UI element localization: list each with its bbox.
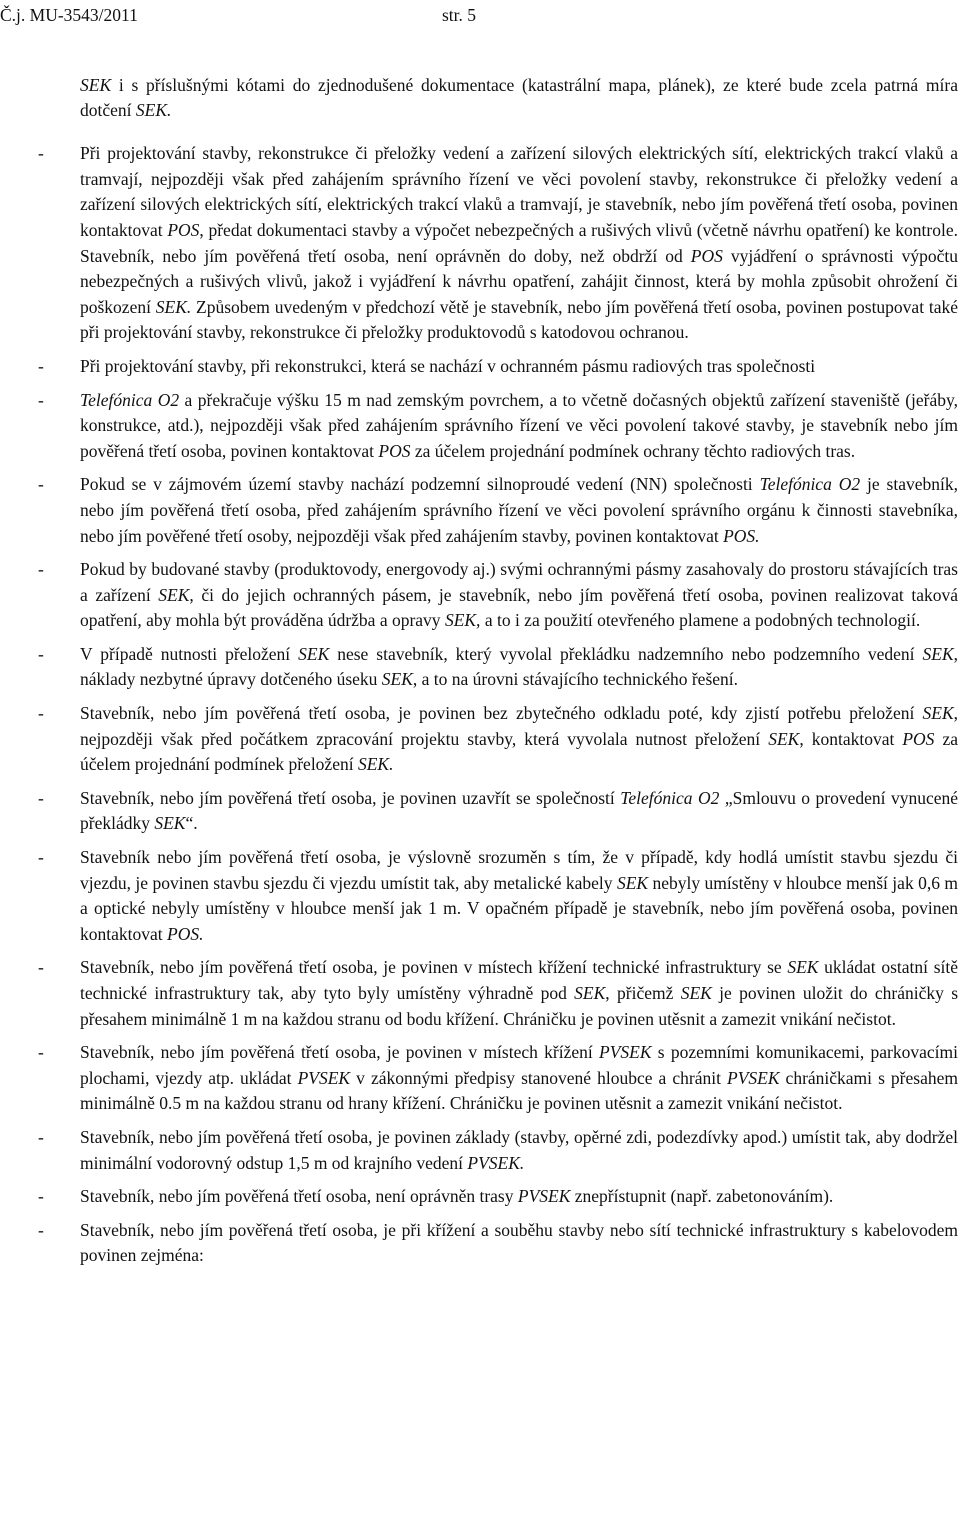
text-run: Způsobem uvedeným v předchozí větě je stavebník, nebo jím pověřená třetí osoba, povinen postupovat také při projektování stavby, rekonstrukce či přeložky produktovodů s katodovou ochranou. — [80, 296, 958, 343]
bullet-dash: - — [38, 787, 44, 808]
text-run: v zákonnými předpisy stanovené hloubce a chránit — [350, 1067, 727, 1088]
list-item-text — [80, 1184, 958, 1210]
text-run: SEK — [922, 703, 954, 724]
text-run: SEK, — [444, 610, 481, 631]
list-item — [38, 1218, 958, 1269]
text-run: PVSEK. — [467, 1152, 525, 1173]
text-run: i s příslušnými kótami do zjednodušené dokumentace (katastrální mapa, plánek), ze které bude zcela patrná míra dotčení — [80, 74, 958, 121]
text-run: SEK. — [155, 296, 192, 317]
text-run: , či do jejich ochranných pásem, je stavebník, nebo jím pověřená třetí osoba, povinen realizovat taková opatření, aby mohla být prováděna údržba a opravy — [80, 584, 958, 631]
list-item — [38, 786, 958, 837]
text-run: Stavebník, nebo jím pověřená třetí osoba, je povinen základy (stavby, opěrné zdi, podezdívky apod.) umístit tak, aby dodržel minimální vodorovný odstup 1,5 m od krajního vedení — [80, 1126, 958, 1173]
list-item — [38, 845, 958, 947]
bullet-dash: - — [38, 643, 44, 664]
bullet-dash: - — [38, 389, 44, 410]
text-run: SEK — [80, 74, 112, 95]
text-run: je povinen uložit do chráničky s přesahem minimálně 1 m na každou stranu od bodu křížení. Chráničku je povinen utěsnit a zamezit vnikání nečistot. — [80, 983, 958, 1029]
text-run: Stavebník, nebo jím pověřená třetí osoba, je povinen v místech křížení — [80, 1042, 600, 1063]
text-run: SEK — [154, 813, 186, 834]
text-run: SEK — [574, 983, 606, 1003]
text-run: je stavebník, nebo jím pověřená třetí osoba, před zahájením správního řízení ve věci povolení správního orgánu k činnosti stavebníka, nebo jím pověřené třetí osoby, nejpozději však před zahájením stavby, povinen kontaktovat — [80, 474, 958, 546]
document-reference: Č.j. MU-3543/2011 — [0, 5, 138, 25]
list-item-text — [80, 1125, 958, 1176]
list-item-text — [80, 845, 958, 947]
text-run: PVSEK — [517, 1186, 571, 1207]
list-item-text — [80, 354, 958, 380]
text-run: Telefónica O2 — [80, 389, 180, 410]
list-item-text — [80, 388, 958, 465]
text-run: nebyly umístěny v hloubce menší jak 0,6 m a optické nebyly umístěny v hloubce menší jak 1 m. V opačném případě je stavebník, nebo jím pověřená osoba, povinen kontaktovat — [80, 872, 959, 944]
continuation-paragraph — [38, 73, 958, 124]
text-run: znepřístupnit (např. zabetonováním). — [570, 1186, 834, 1207]
list-item — [38, 642, 958, 693]
text-run: POS — [690, 245, 723, 266]
text-run: SEK — [922, 643, 954, 664]
text-run: chráničkami s přesahem minimálně 0.5 m na každou stranu od hrany křížení. Chráničku je povinen utěsnit a zamezit vnikání nečistot. — [80, 1067, 958, 1114]
text-run: za účelem projednání podmínek ochrany těchto radiových tras. — [410, 440, 856, 461]
list-item — [38, 557, 958, 634]
text-run: Pokud by budované stavby (produktovody, energovody aj.) svými ochrannými pásmy zasahovaly do prostoru stávajících tras a zařízení — [80, 559, 958, 605]
text-run: , a to na úrovni stávajícího technického řešení. — [412, 669, 739, 690]
bullet-dash: - — [38, 1042, 44, 1063]
bullet-dash: - — [38, 703, 44, 724]
text-run: , přičemž — [605, 983, 681, 1003]
text-run: za účelem projednání podmínek přeložení — [80, 728, 958, 775]
list-item — [38, 1184, 958, 1210]
text-run: , kontaktovat — [799, 728, 903, 749]
list-item — [38, 472, 958, 549]
list-item-text — [80, 557, 958, 634]
text-run: PVSEK — [297, 1067, 351, 1088]
text-run: Pokud se v zájmovém území stavby nachází podzemní silnoproudé vedení (NN) společnosti — [80, 474, 760, 495]
text-run: , nejpozději však před počátkem zpracování projektu stavby, která vyvolala nutnost přeložení — [80, 703, 958, 749]
page-number: str. 5 — [442, 5, 477, 25]
text-run: Stavebník, nebo jím pověřená třetí osoba, je povinen v místech křížení technické infrastruktury se — [80, 957, 788, 978]
bullet-dash: - — [38, 1186, 44, 1207]
text-run: PVSEK — [727, 1067, 780, 1088]
list-item — [38, 955, 958, 1032]
text-run: SEK — [158, 584, 190, 605]
text-run: SEK — [768, 728, 800, 749]
text-run: SEK. — [135, 100, 172, 121]
list-item — [38, 701, 958, 778]
text-run: vyjádření o správnosti výpočtu nebezpečných a rušivých vlivů, jakož i vyjádření k návrhu opatření, zahájit činnost, která by mohla způsobit ohrožení či poškození — [80, 245, 958, 317]
text-run: PVSEK — [599, 1042, 652, 1063]
bullet-dash: - — [38, 474, 44, 495]
text-run: Stavebník, nebo jím pověřená třetí osoba, je při křížení a souběhu stavby nebo sítí technické infrastruktury s kabelovodem povinen zejména: — [80, 1219, 958, 1266]
bullet-dash: - — [38, 355, 44, 376]
bullet-dash: - — [38, 1219, 44, 1240]
text-run: nese stavebník, který vyvolal překládku nadzemního nebo podzemního vedení — [329, 643, 923, 664]
text-run: POS. — [167, 923, 204, 944]
text-run: Stavebník nebo jím pověřená třetí osoba, je výslovně srozuměn s tím, že v případě, kdy hodlá umístit stavbu sjezdu či vjezdu, je povinen stavbu sjezdu či vjezdu umístit tak, aby metalické kabely — [80, 847, 958, 893]
bullet-dash: - — [38, 957, 44, 978]
text-run: SEK — [298, 643, 330, 664]
list-item-text — [80, 1218, 958, 1269]
text-run: , předat dokumentaci stavby a výpočet nebezpečných a rušivých vlivů (včetně návrhu opatření) ke kontrole. Stavebník, nebo jím pověřená třetí osoba, není oprávněn do doby, než obdrží od — [80, 219, 959, 266]
text-run: a to i za použití otevřeného plamene a podobných technologií. — [480, 610, 921, 631]
text-run: Při projektování stavby, při rekonstrukci, která se nachází v ochranném pásmu radiových tras společnosti — [80, 355, 816, 376]
list-item — [38, 388, 958, 465]
text-run: V případě nutnosti přeložení — [80, 643, 299, 664]
list-item-text — [80, 1040, 958, 1117]
list-item — [38, 354, 958, 380]
text-run: POS — [902, 728, 935, 749]
text-run: a překračuje výšku 15 m nad zemským povrchem, a to včetně dočasných objektů zařízení staveniště (jeřáby, konstrukce, atd.), nejpozději však před zahájením správního řízení ve věci povolení takové stavby, je stavebník nebo jím pověřená třetí osoba, povinen kontaktovat — [80, 389, 959, 461]
list-item-text — [80, 642, 958, 693]
text-run: Stavebník, nebo jím pověřená třetí osoba, je povinen bez zbytečného odkladu poté, kdy zjistí potřebu přeložení — [80, 703, 923, 724]
text-run: SEK — [787, 957, 819, 978]
bullet-dash: - — [38, 847, 44, 868]
page-header — [0, 4, 960, 28]
list-item — [38, 141, 958, 346]
list-item-text — [80, 472, 958, 549]
text-run: s pozemními komunikacemi, parkovacími plochami, vjezdy atp. ukládat — [80, 1042, 958, 1088]
list-item-text — [80, 701, 958, 778]
bullet-dash: - — [38, 559, 44, 580]
text-run: Stavebník, nebo jím pověřená třetí osoba, je povinen uzavřít se společností — [80, 787, 621, 808]
text-run: SEK — [680, 983, 712, 1003]
text-run: ukládat ostatní sítě technické infrastruktury tak, aby tyto byly umístěny výhradně pod — [80, 957, 958, 1003]
bullet-dash: - — [38, 143, 44, 164]
document-body — [38, 55, 958, 1269]
list-item — [38, 1125, 958, 1176]
text-run: Telefónica O2 — [620, 787, 720, 808]
text-run: Stavebník, nebo jím pověřená třetí osoba, není oprávněn trasy — [80, 1186, 518, 1207]
text-run: SEK — [616, 872, 649, 893]
text-run: POS. — [723, 525, 760, 546]
text-run: POS — [378, 440, 411, 461]
text-run: Telefónica O2 — [759, 474, 861, 495]
list-item — [38, 1040, 958, 1117]
text-run: „Smlouvu o provedení vynucené překládky — [80, 787, 958, 834]
list-item-text — [80, 786, 958, 837]
text-run: SEK. — [357, 754, 394, 775]
text-run: , náklady nezbytné úpravy dotčeného úseku — [80, 643, 959, 690]
text-run: “. — [185, 813, 198, 834]
list-item-text — [80, 141, 958, 346]
text-run: Při projektování stavby, rekonstrukce či přeložky vedení a zařízení silových elektrických sítí, elektrických trakcí vlaků a tramvají, nejpozději však před zahájením správního řízení ve věci povolení stavby, rekonstrukce či přeložky vedení a zařízení silových elektrických sítí, elektrických trakcí vlaků a tramvají, je stavebník, nebo jím pověřená třetí osoba, povinen kontaktovat — [80, 143, 958, 240]
bullet-dash: - — [38, 1126, 44, 1147]
list-item-text — [80, 955, 958, 1032]
text-run: POS — [167, 219, 200, 240]
text-run: SEK — [381, 669, 413, 690]
